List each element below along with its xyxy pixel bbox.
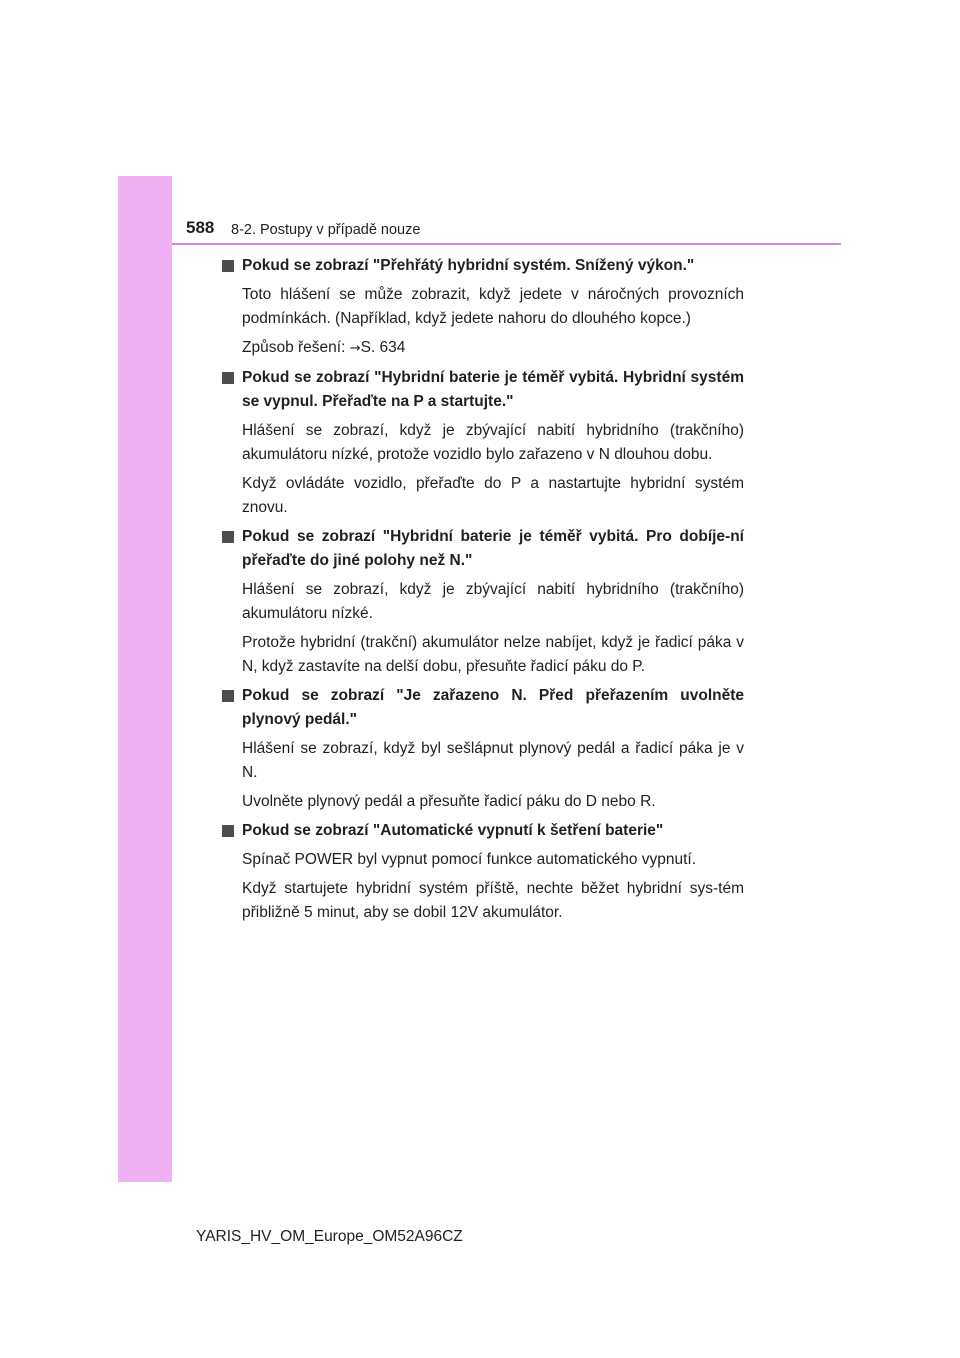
item-heading-text: Pokud se zobrazí "Je zařazeno N. Před přeřazením uvolněte plynový pedál."	[242, 687, 744, 728]
item-paragraph: Toto hlášení se může zobrazit, když jedete v náročných provozních podmínkách. (Například, když jedete nahoru do dlouhého kopce.)	[242, 286, 744, 327]
chapter-tab-band	[118, 176, 172, 1182]
solution-reference	[220, 336, 744, 361]
message-item	[220, 819, 744, 925]
item-heading-text: Pokud se zobrazí "Hybridní baterie je téměř vybitá. Hybridní systém se vypnul. Přeřaďte na P a startujte."	[242, 369, 744, 410]
section-title: 8-2. Postupy v případě nouze	[231, 222, 421, 238]
item-paragraph: Spínač POWER byl vypnut pomocí funkce automatického vypnutí.	[242, 851, 697, 868]
square-bullet-icon	[222, 260, 234, 272]
item-heading-text: Pokud se zobrazí "Automatické vypnutí k šetření baterie"	[242, 822, 664, 839]
square-bullet-icon	[222, 531, 234, 543]
item-paragraph: Hlášení se zobrazí, když je zbývající nabití hybridního (trakčního) akumulátoru nízké, protože vozidlo bylo zařazeno v N dlouhou dobu.	[242, 422, 744, 463]
square-bullet-icon	[222, 372, 234, 384]
item-paragraph: Když startujete hybridní systém příště, nechte běžet hybridní sys-tém přibližně 5 minut, aby se dobil 12V akumulátor.	[242, 880, 744, 921]
item-heading	[220, 366, 744, 414]
item-heading-text: Pokud se zobrazí "Přehřátý hybridní systém. Snížený výkon."	[242, 257, 695, 274]
item-paragraph: Hlášení se zobrazí, když byl sešlápnut plynový pedál a řadicí páka je v N.	[242, 740, 744, 781]
message-item	[220, 684, 744, 814]
document-code-footer: YARIS_HV_OM_Europe_OM52A96CZ	[196, 1228, 463, 1245]
item-paragraph: Když ovládáte vozidlo, přeřaďte do P a nastartujte hybridní systém znovu.	[242, 475, 744, 516]
reference-link[interactable]: S. 634	[360, 339, 406, 356]
square-bullet-icon	[222, 690, 234, 702]
page-number: 588	[186, 218, 215, 237]
item-heading	[220, 819, 744, 843]
item-heading	[220, 684, 744, 732]
item-paragraph: Protože hybridní (trakční) akumulátor nelze nabíjet, když je řadicí páka v N, když zastavíte na delší dobu, přesuňte řadicí páku do P.	[242, 634, 744, 675]
reference-prefix: Způsob řešení:	[242, 339, 350, 356]
message-item	[220, 525, 744, 679]
square-bullet-icon	[222, 825, 234, 837]
item-heading	[220, 254, 744, 278]
message-item	[220, 254, 744, 361]
arrow-right-icon: →	[349, 341, 361, 356]
item-paragraph: Hlášení se zobrazí, když je zbývající nabití hybridního (trakčního) akumulátoru nízké.	[242, 581, 744, 622]
main-content	[220, 254, 744, 930]
message-item	[220, 366, 744, 520]
item-heading	[220, 525, 744, 573]
item-heading-text: Pokud se zobrazí "Hybridní baterie je téměř vybitá. Pro dobíje-ní přeřaďte do jiné polohy než N."	[242, 528, 744, 569]
header-rule	[172, 243, 841, 245]
item-paragraph: Uvolněte plynový pedál a přesuňte řadicí páku do D nebo R.	[242, 793, 656, 810]
